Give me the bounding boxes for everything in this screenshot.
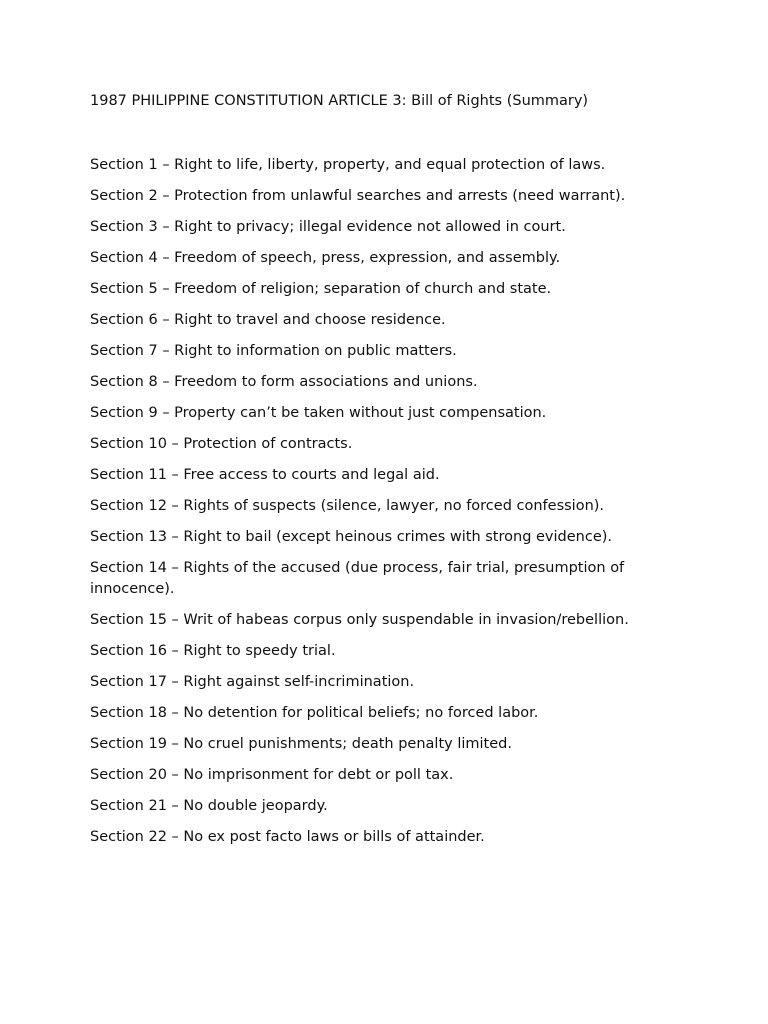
section-item: Section 13 – Right to bail (except heinous crimes with strong evidence). xyxy=(90,529,613,545)
section-item: Section 6 – Right to travel and choose residence. xyxy=(90,312,446,328)
section-item: Section 9 – Property can’t be taken without just compensation. xyxy=(90,405,547,421)
section-item: Section 16 – Right to speedy trial. xyxy=(90,643,336,659)
section-item: Section 10 – Protection of contracts. xyxy=(90,436,353,452)
section-item: Section 7 – Right to information on public matters. xyxy=(90,343,457,359)
section-item: Section 8 – Freedom to form associations and unions. xyxy=(90,374,478,390)
section-item: Section 18 – No detention for political beliefs; no forced labor. xyxy=(90,705,539,721)
section-item: Section 22 – No ex post facto laws or bills of attainder. xyxy=(90,829,485,845)
section-item: Section 14 – Rights of the accused (due process, fair trial, presumption of innocence). xyxy=(90,560,625,597)
section-item: Section 20 – No imprisonment for debt or poll tax. xyxy=(90,767,454,783)
document-title: 1987 PHILIPPINE CONSTITUTION ARTICLE 3: Bill of Rights (Summary) xyxy=(90,93,589,109)
section-item: Section 19 – No cruel punishments; death penalty limited. xyxy=(90,736,512,752)
section-item: Section 15 – Writ of habeas corpus only suspendable in invasion/rebellion. xyxy=(90,612,629,628)
section-item: Section 3 – Right to privacy; illegal evidence not allowed in court. xyxy=(90,219,566,235)
section-item: Section 2 – Protection from unlawful searches and arrests (need warrant). xyxy=(90,188,626,204)
section-item: Section 4 – Freedom of speech, press, expression, and assembly. xyxy=(90,250,561,266)
section-item: Section 21 – No double jeopardy. xyxy=(90,798,328,814)
section-item: Section 11 – Free access to courts and legal aid. xyxy=(90,467,440,483)
section-item: Section 17 – Right against self-incrimination. xyxy=(90,674,415,690)
section-list xyxy=(90,155,662,858)
section-item: Section 5 – Freedom of religion; separation of church and state. xyxy=(90,281,552,297)
section-item: Section 12 – Rights of suspects (silence, lawyer, no forced confession). xyxy=(90,498,605,514)
section-item: Section 1 – Right to life, liberty, property, and equal protection of laws. xyxy=(90,157,606,173)
